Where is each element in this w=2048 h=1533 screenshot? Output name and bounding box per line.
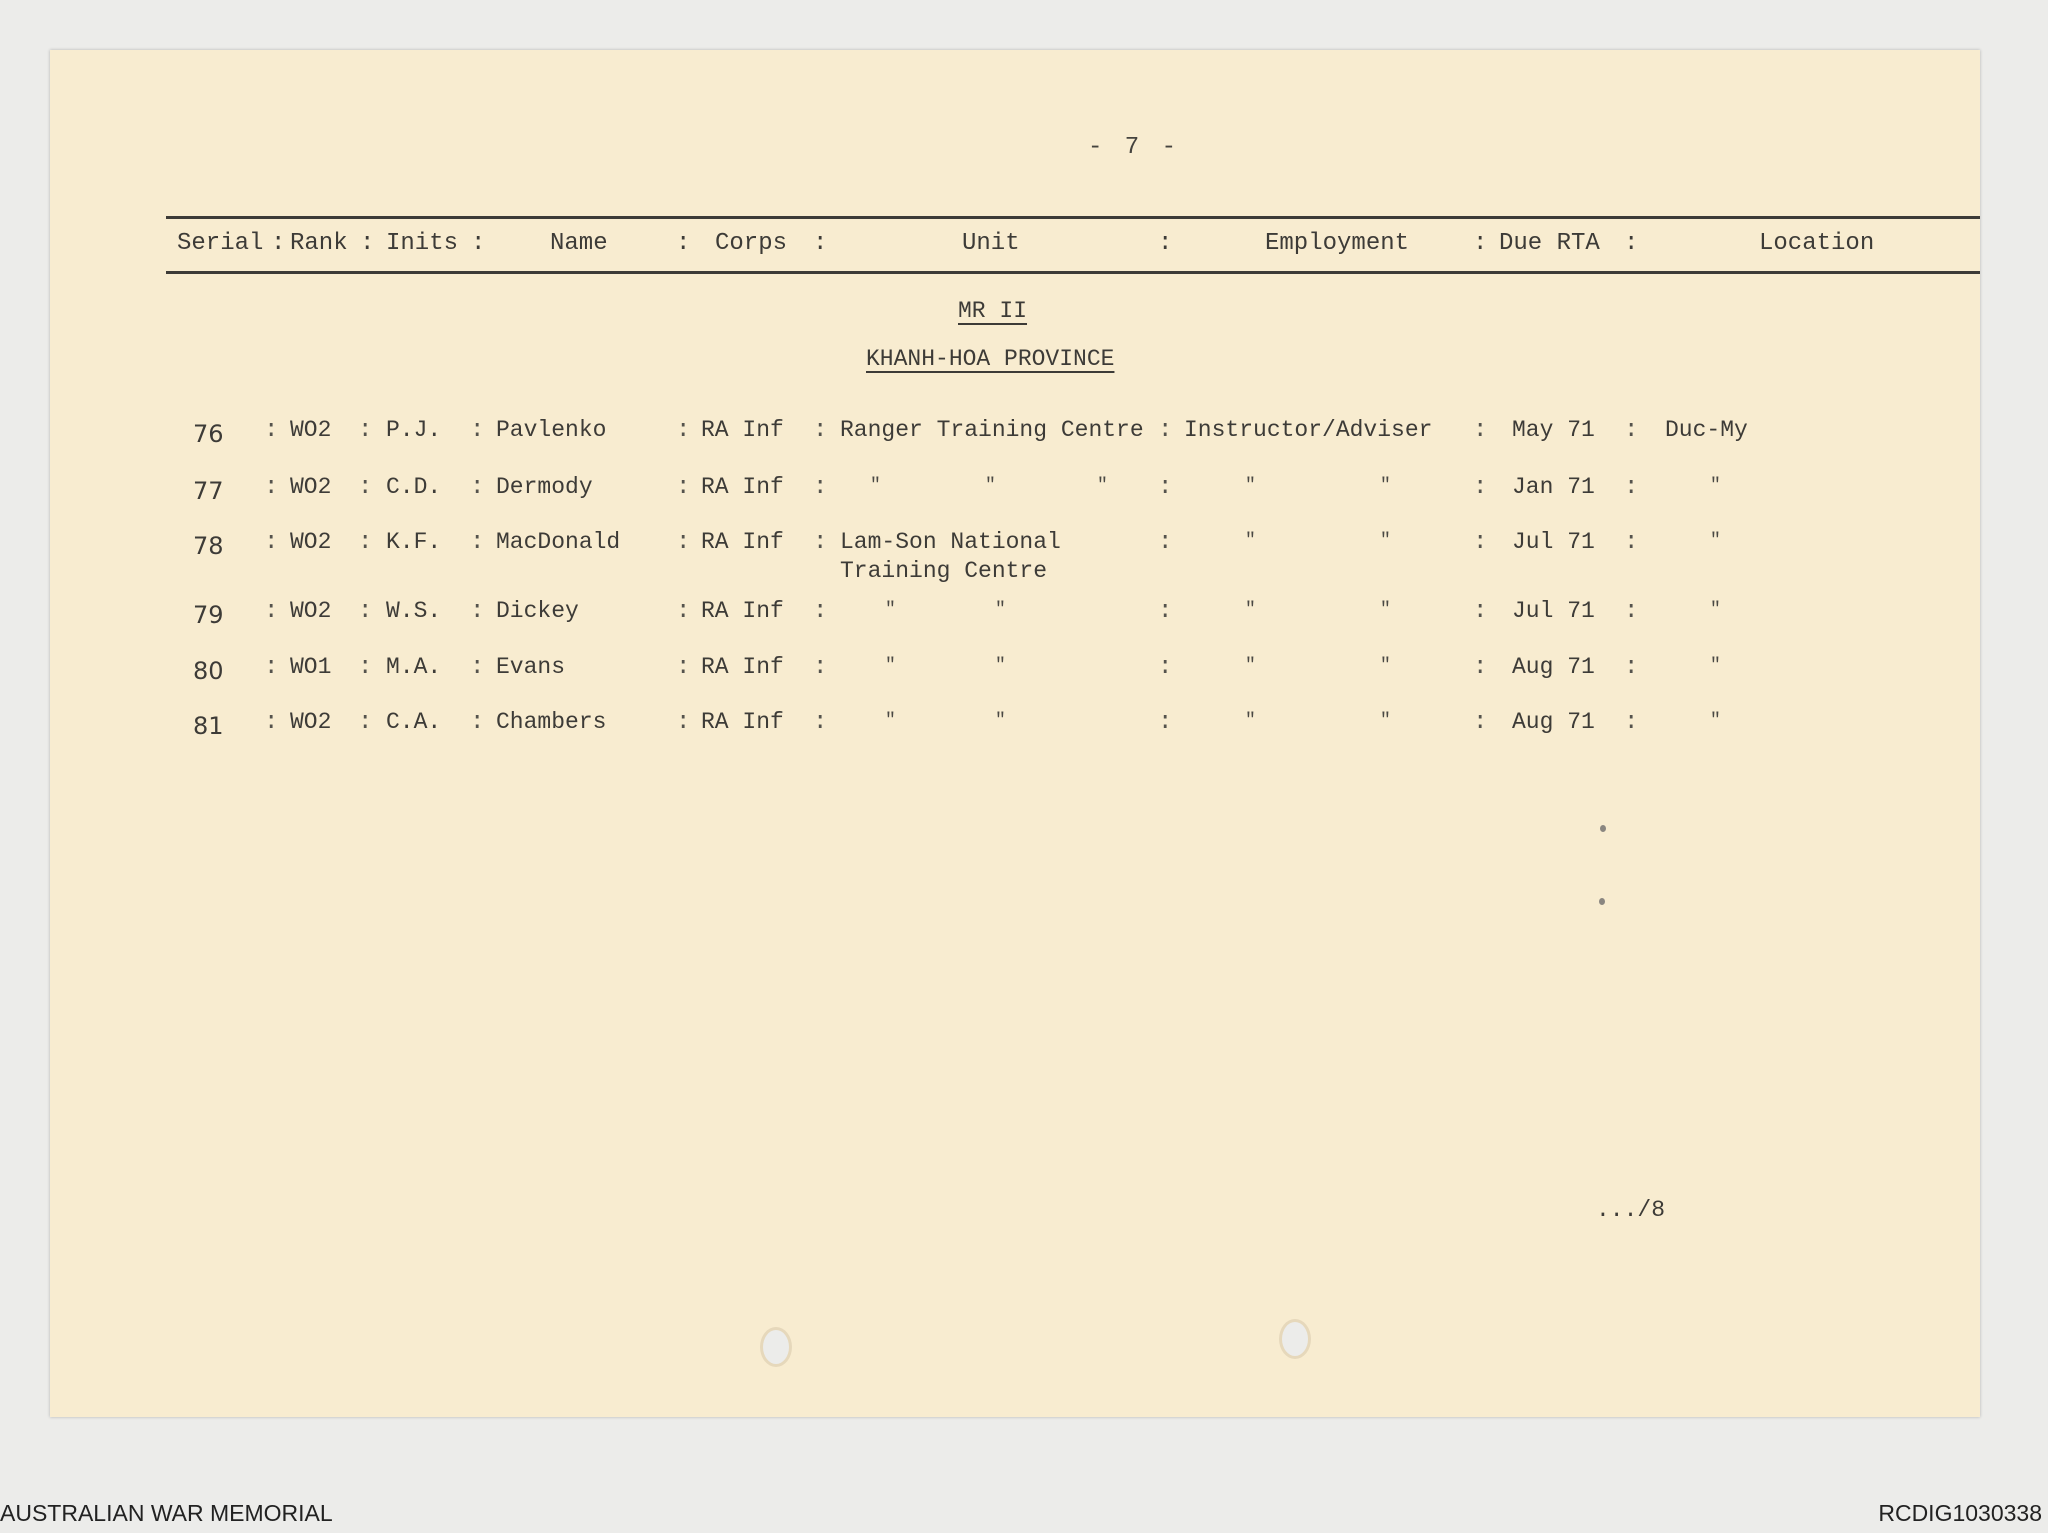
rank-cell: WO2 <box>290 598 332 624</box>
ditto-mark-unit: " <box>995 600 1006 620</box>
due-rta-cell: Jul 71 <box>1512 529 1595 555</box>
column-separator: : <box>813 654 828 681</box>
name-cell: Chambers <box>496 709 607 735</box>
column-separator: : <box>358 709 373 736</box>
ditto-mark-employment: " <box>1245 656 1256 676</box>
column-separator: : <box>1158 709 1173 736</box>
ditto-mark-unit: " <box>870 476 881 496</box>
name-cell: Evans <box>496 654 566 680</box>
serial-cell: 80 <box>193 657 224 685</box>
header-sep: : <box>271 230 286 257</box>
column-separator: : <box>813 417 828 444</box>
due-rta-cell: Aug 71 <box>1512 654 1595 680</box>
inits-cell: M.A. <box>386 654 442 680</box>
ditto-mark-employment: " <box>1245 531 1256 551</box>
ditto-mark-location: " <box>1710 711 1721 731</box>
rank-cell: WO2 <box>290 474 332 500</box>
header-corps: Corps <box>715 230 788 257</box>
column-separator: : <box>1158 654 1173 681</box>
ditto-mark-unit: " <box>885 711 896 731</box>
header-sep: : <box>1473 230 1488 257</box>
due-rta-cell: May 71 <box>1512 417 1595 443</box>
header-location: Location <box>1759 230 1875 257</box>
corps-cell: RA Inf <box>701 417 784 443</box>
rank-cell: WO2 <box>290 529 332 555</box>
serial-cell: 81 <box>193 712 224 740</box>
inits-cell: C.D. <box>386 474 442 500</box>
header-rule-top <box>166 216 1980 219</box>
header-rule-bottom <box>166 271 1980 274</box>
column-separator: : <box>358 654 373 681</box>
column-separator: : <box>1158 529 1173 556</box>
header-sep: : <box>360 230 375 257</box>
page-number: - 7 - <box>1088 134 1181 161</box>
column-separator: : <box>470 529 485 556</box>
unit-cell-line2: Training Centre <box>840 558 1048 584</box>
header-rank: Rank <box>290 230 348 257</box>
inits-cell: W.S. <box>386 598 442 624</box>
column-separator: : <box>470 417 485 444</box>
column-separator: : <box>1473 654 1488 681</box>
column-separator: : <box>1624 709 1639 736</box>
punch-hole <box>763 1330 789 1364</box>
ditto-mark-employment: " <box>1380 476 1391 496</box>
column-separator: : <box>676 654 691 681</box>
column-separator: : <box>1158 474 1173 501</box>
header-due-rta: Due RTA <box>1499 230 1600 257</box>
header-sep: : <box>813 230 828 257</box>
employment-cell: Instructor/Adviser <box>1184 417 1433 443</box>
ditto-mark-employment: " <box>1380 656 1391 676</box>
column-separator: : <box>1624 529 1639 556</box>
column-separator: : <box>1624 598 1639 625</box>
inits-cell: C.A. <box>386 709 442 735</box>
column-separator: : <box>1473 709 1488 736</box>
column-separator: : <box>264 598 279 625</box>
column-separator: : <box>1473 598 1488 625</box>
column-separator: : <box>676 529 691 556</box>
ditto-mark-employment: " <box>1245 600 1256 620</box>
column-separator: : <box>676 474 691 501</box>
location-cell: Duc-My <box>1665 417 1748 443</box>
column-separator: : <box>1624 654 1639 681</box>
unit-cell: Lam-Son National <box>840 529 1061 555</box>
ditto-mark-unit: " <box>985 476 996 496</box>
corps-cell: RA Inf <box>701 529 784 555</box>
column-separator: : <box>264 474 279 501</box>
ditto-mark-employment: " <box>1380 531 1391 551</box>
paper-speck <box>1600 825 1606 832</box>
column-separator: : <box>1624 417 1639 444</box>
header-sep: : <box>676 230 691 257</box>
footer-archive-name: AUSTRALIAN WAR MEMORIAL <box>0 1500 333 1526</box>
column-separator: : <box>813 474 828 501</box>
corps-cell: RA Inf <box>701 598 784 624</box>
header-sep: : <box>1624 230 1639 257</box>
ditto-mark-location: " <box>1710 476 1721 496</box>
column-separator: : <box>358 417 373 444</box>
serial-cell: 77 <box>193 477 224 505</box>
name-cell: MacDonald <box>496 529 621 555</box>
rank-cell: WO2 <box>290 709 332 735</box>
column-separator: : <box>813 598 828 625</box>
column-separator: : <box>1158 598 1173 625</box>
column-separator: : <box>1624 474 1639 501</box>
ditto-mark-employment: " <box>1380 600 1391 620</box>
serial-cell: 76 <box>193 420 224 448</box>
column-separator: : <box>1473 417 1488 444</box>
corps-cell: RA Inf <box>701 709 784 735</box>
inits-cell: P.J. <box>386 417 442 443</box>
serial-cell: 78 <box>193 532 224 560</box>
column-separator: : <box>1158 417 1173 444</box>
header-sep: : <box>471 230 486 257</box>
ditto-mark-employment: " <box>1245 711 1256 731</box>
province-heading: KHANH-HOA PROVINCE <box>866 346 1115 372</box>
column-separator: : <box>470 474 485 501</box>
header-name: Name <box>550 230 608 257</box>
column-separator: : <box>470 654 485 681</box>
ditto-mark-unit: " <box>995 656 1006 676</box>
header-sep: : <box>1158 230 1173 257</box>
ditto-mark-unit: " <box>885 656 896 676</box>
header-serial: Serial <box>177 230 264 257</box>
column-separator: : <box>264 709 279 736</box>
header-inits: Inits <box>386 230 459 257</box>
column-separator: : <box>470 598 485 625</box>
rank-cell: WO2 <box>290 417 332 443</box>
ditto-mark-unit: " <box>885 600 896 620</box>
column-separator: : <box>1473 474 1488 501</box>
ditto-mark-location: " <box>1710 531 1721 551</box>
ditto-mark-unit: " <box>1097 476 1108 496</box>
inits-cell: K.F. <box>386 529 442 555</box>
corps-cell: RA Inf <box>701 654 784 680</box>
region-heading: MR II <box>958 298 1028 324</box>
column-separator: : <box>264 654 279 681</box>
unit-cell: Ranger Training Centre <box>840 417 1144 443</box>
due-rta-cell: Jan 71 <box>1512 474 1595 500</box>
name-cell: Dermody <box>496 474 593 500</box>
punch-hole <box>1282 1322 1308 1356</box>
due-rta-cell: Jul 71 <box>1512 598 1595 624</box>
rank-cell: WO1 <box>290 654 332 680</box>
column-separator: : <box>813 529 828 556</box>
column-separator: : <box>358 529 373 556</box>
name-cell: Pavlenko <box>496 417 607 443</box>
ditto-mark-location: " <box>1710 656 1721 676</box>
header-unit: Unit <box>962 230 1020 257</box>
ditto-mark-location: " <box>1710 600 1721 620</box>
column-separator: : <box>676 709 691 736</box>
serial-cell: 79 <box>193 601 224 629</box>
continuation-marker: .../8 <box>1596 1197 1666 1223</box>
ditto-mark-employment: " <box>1245 476 1256 496</box>
column-separator: : <box>1473 529 1488 556</box>
column-separator: : <box>676 598 691 625</box>
column-separator: : <box>264 529 279 556</box>
corps-cell: RA Inf <box>701 474 784 500</box>
column-separator: : <box>264 417 279 444</box>
paper-speck <box>1599 898 1605 905</box>
column-separator: : <box>470 709 485 736</box>
ditto-mark-employment: " <box>1380 711 1391 731</box>
ditto-mark-unit: " <box>995 711 1006 731</box>
footer-record-id: RCDIG1030338 <box>1878 1500 2042 1526</box>
column-separator: : <box>676 417 691 444</box>
column-separator: : <box>813 709 828 736</box>
due-rta-cell: Aug 71 <box>1512 709 1595 735</box>
header-employment: Employment <box>1265 230 1410 257</box>
column-separator: : <box>358 474 373 501</box>
column-separator: : <box>358 598 373 625</box>
name-cell: Dickey <box>496 598 579 624</box>
